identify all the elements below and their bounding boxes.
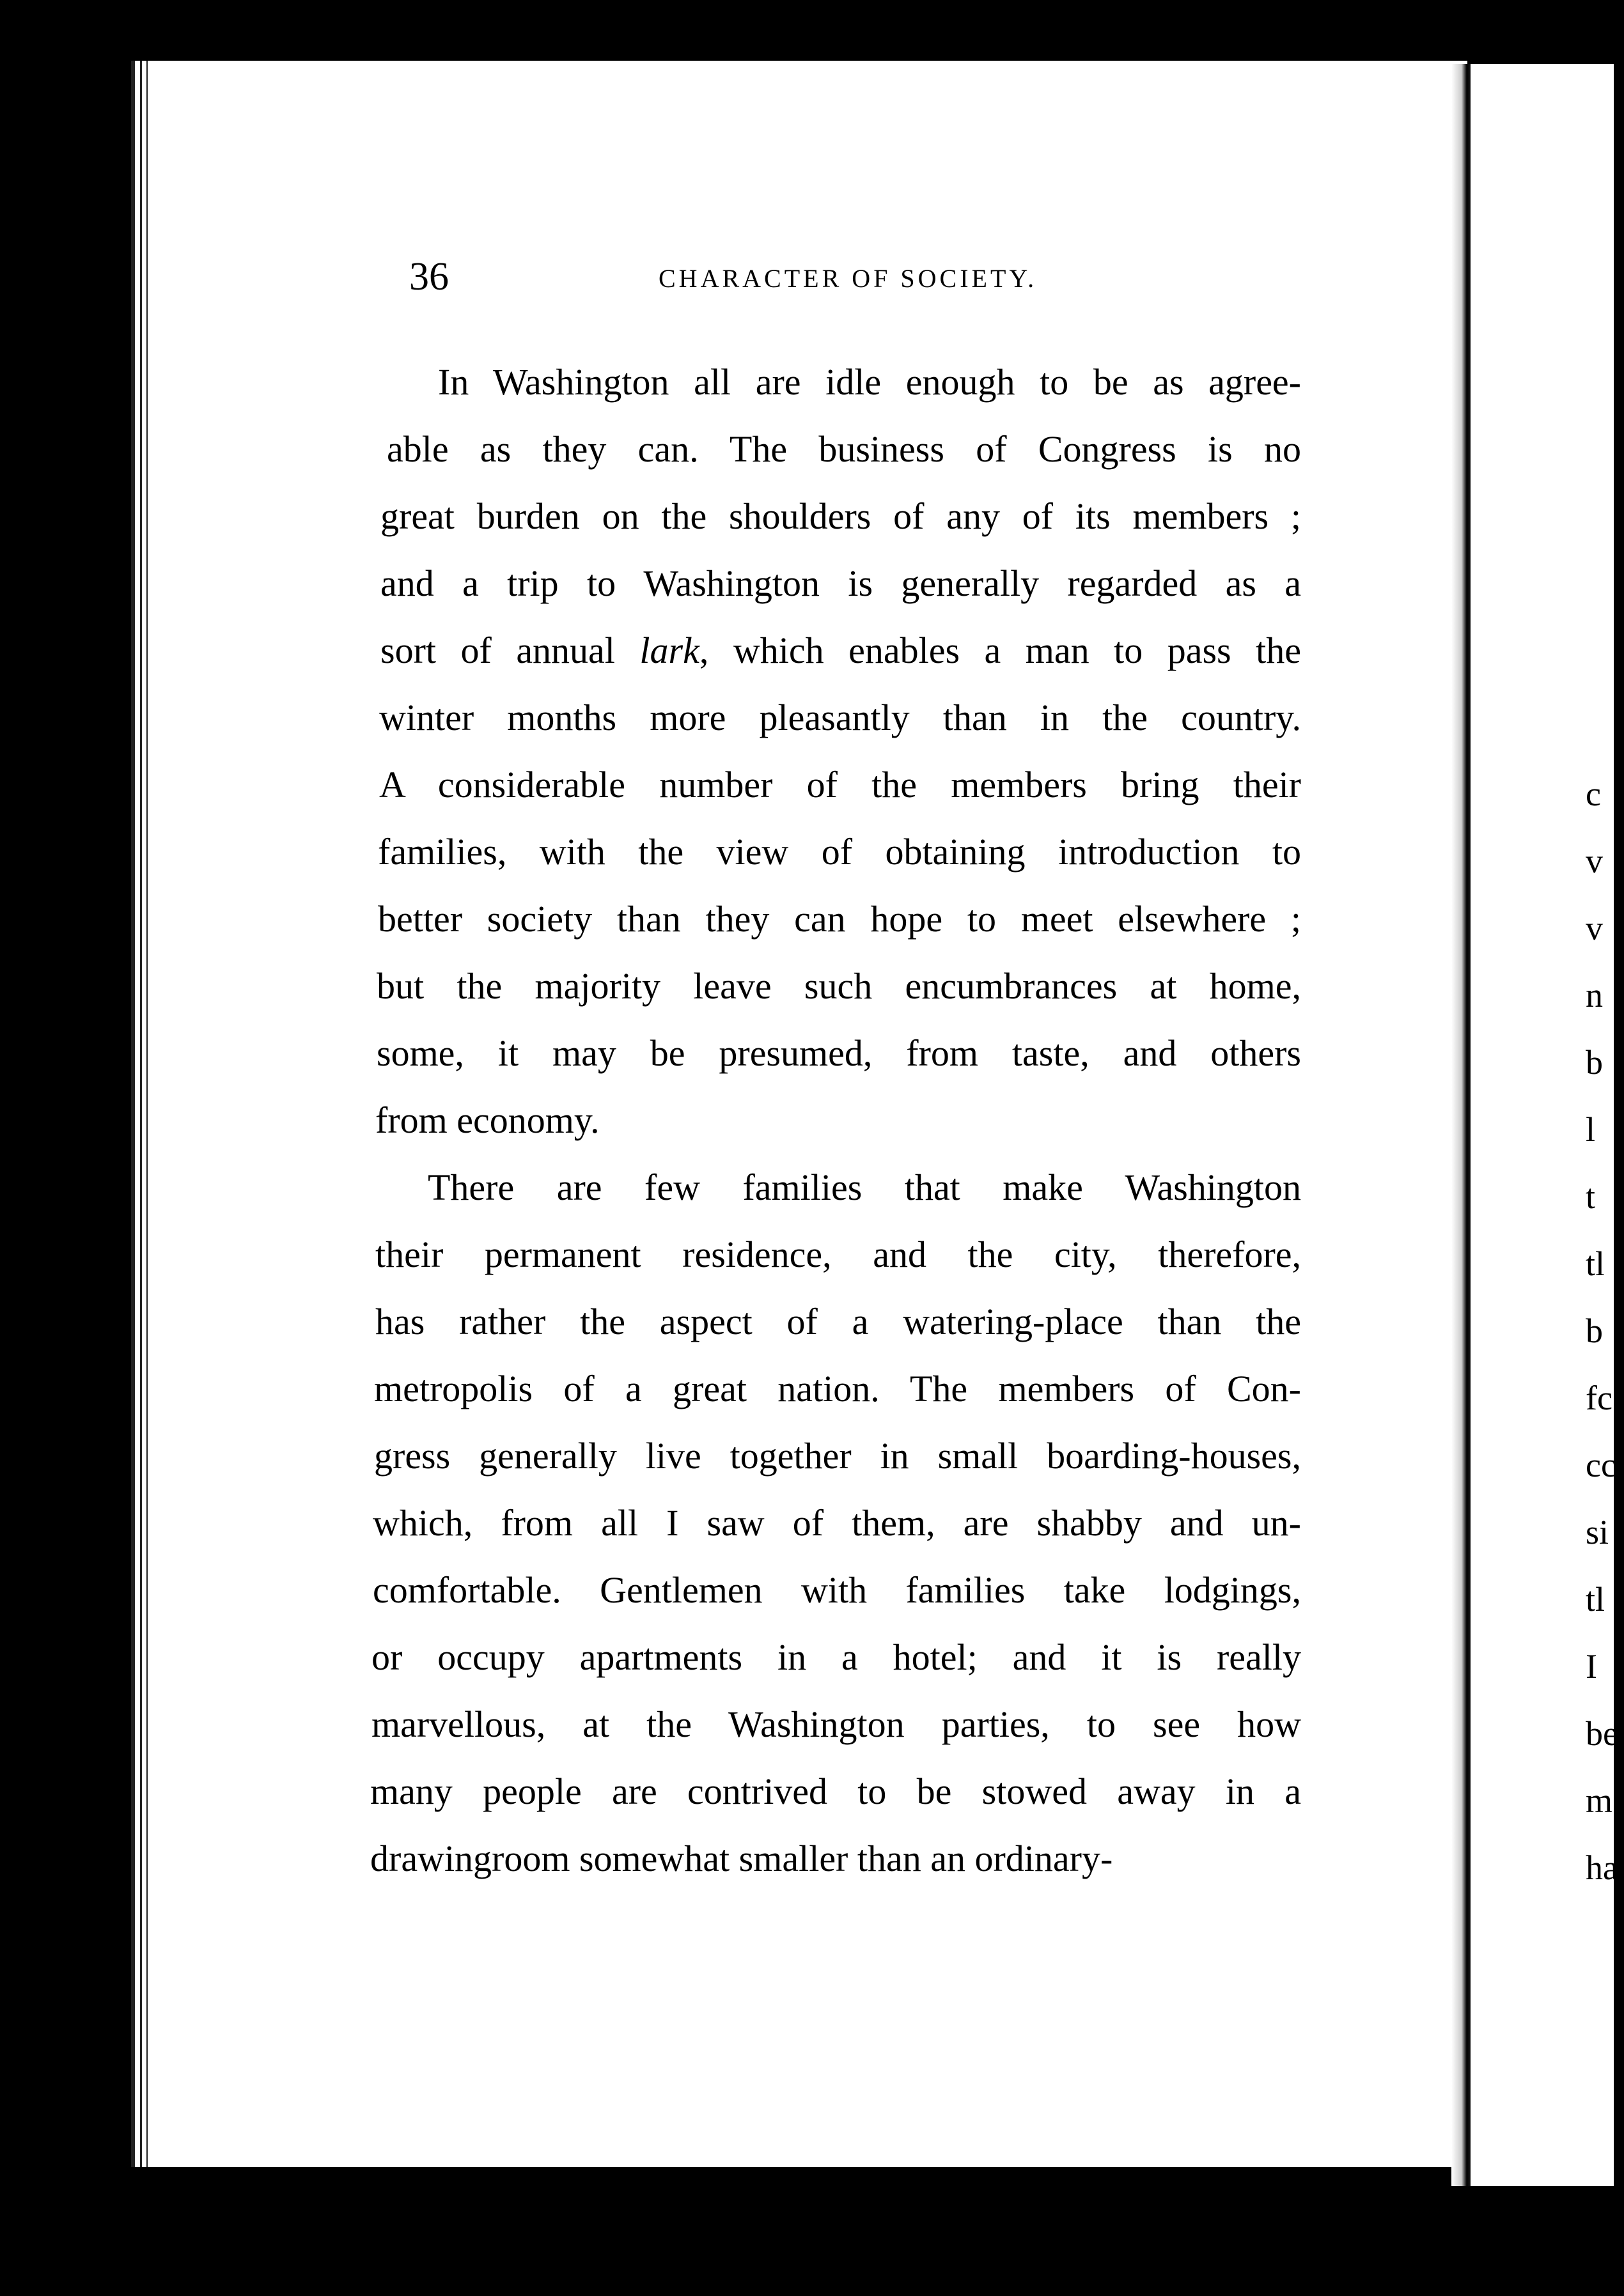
- text-line: comfortable. Gentlemen with families take lodgings,: [373, 1569, 1301, 1611]
- facing-page-fragment: tl: [1586, 1245, 1605, 1283]
- page-header: [409, 254, 1304, 299]
- text-line: has rather the aspect of a watering-place than the: [375, 1301, 1301, 1342]
- text-line: gress generally live together in small boarding-houses,: [374, 1435, 1301, 1477]
- text-line: many people are contrived to be stowed away in a: [370, 1771, 1301, 1812]
- page-edge: [131, 61, 135, 2167]
- facing-page-fragment: b: [1586, 1043, 1603, 1082]
- facing-page-fragment: c: [1586, 775, 1601, 813]
- facing-page-fragment: ha: [1586, 1849, 1618, 1887]
- page-edge: [146, 61, 148, 2167]
- facing-page-fragment: v: [1586, 909, 1603, 947]
- text-line: some, it may be presumed, from taste, and others: [377, 1032, 1301, 1074]
- facing-page-fragment: t: [1586, 1177, 1596, 1216]
- text-line: from economy.: [375, 1099, 600, 1141]
- facing-page-fragment: m: [1586, 1781, 1613, 1820]
- text-line: metropolis of a great nation. The members of Con-: [374, 1368, 1301, 1409]
- page-edge: [140, 61, 142, 2167]
- text-line: but the majority leave such encumbrances at home,: [377, 965, 1301, 1007]
- text-line: better society than they can hope to meet elsewhere ;: [378, 898, 1301, 940]
- text-line: sort of annual lark, which enables a man to pass the: [380, 630, 1301, 671]
- text-line: A considerable number of the members bring their: [379, 764, 1301, 805]
- facing-page-fragment: I: [1586, 1647, 1597, 1686]
- facing-page-fragment: n: [1586, 976, 1603, 1014]
- paragraph: [375, 348, 1301, 1154]
- facing-page-fragment: be: [1586, 1714, 1618, 1753]
- text-line: their permanent residence, and the city, therefore,: [375, 1234, 1301, 1275]
- text-line: able as they can. The business of Congress is no: [387, 428, 1301, 470]
- text-line: drawingroom somewhat smaller than an ordinary-: [370, 1838, 1113, 1879]
- text-line: which, from all I saw of them, are shabby and un-: [373, 1502, 1301, 1544]
- body-text: [370, 348, 1301, 1892]
- text-line: There are few families that make Washington: [428, 1167, 1301, 1208]
- text-line: In Washington all are idle enough to be as agree-: [438, 361, 1301, 403]
- paragraph: [370, 1154, 1301, 1892]
- facing-page-fragment: tl: [1586, 1580, 1605, 1618]
- facing-page-fragment: l: [1586, 1110, 1596, 1149]
- running-title: CHARACTER OF SOCIETY.: [659, 264, 1038, 293]
- text-line: winter months more pleasantly than in the country.: [379, 697, 1301, 738]
- facing-page-fragment: cc: [1586, 1446, 1616, 1484]
- text-line: or occupy apartments in a hotel; and it is really: [371, 1636, 1301, 1678]
- text-line: great burden on the shoulders of any of its members ;: [380, 495, 1301, 537]
- facing-page-fragment: b: [1586, 1312, 1603, 1350]
- facing-page-fragment: si: [1586, 1513, 1609, 1551]
- text-line: marvellous, at the Washington parties, to see how: [371, 1703, 1301, 1745]
- facing-page-fragment: v: [1586, 842, 1603, 880]
- page-number: 36: [409, 255, 449, 299]
- facing-page-fragment: fc: [1586, 1379, 1612, 1417]
- text-line: and a trip to Washington is generally regarded as a: [380, 562, 1301, 604]
- facing-page-text: [1586, 761, 1624, 1902]
- text-line: families, with the view of obtaining introduction to: [378, 831, 1301, 873]
